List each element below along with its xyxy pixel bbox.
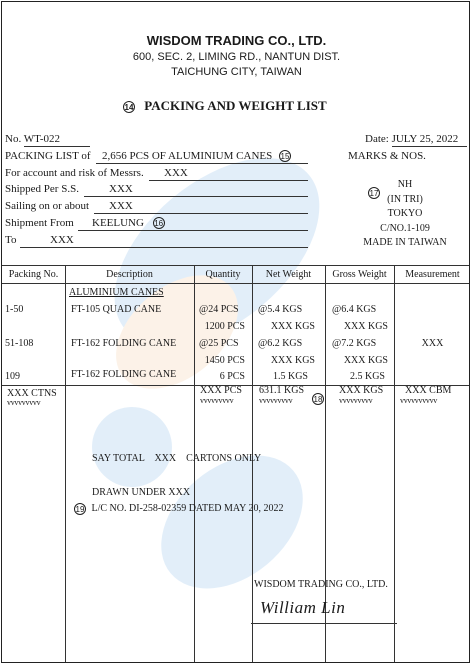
- packing-list-label: PACKING LIST of: [5, 150, 91, 162]
- marker-16: 16: [154, 219, 164, 229]
- lc-line: [74, 503, 284, 515]
- to-underline: [20, 247, 308, 248]
- account-value: XXX: [164, 167, 188, 179]
- marks-line: NH: [397, 179, 413, 190]
- table-row-gross: XXX KGS: [343, 355, 388, 366]
- marker-18-wrap: [312, 390, 324, 408]
- table-row-qty: 6 PCS: [219, 371, 245, 382]
- account-underline: [149, 180, 308, 181]
- total-net-check-marks: vvvvvvvvv: [259, 396, 293, 405]
- marker-18: 18: [313, 395, 323, 405]
- account-label: For account and risk of Messrs.: [5, 167, 144, 179]
- marker-15: 15: [280, 152, 290, 162]
- col-header-net-weight: Net Weight: [265, 269, 312, 280]
- table-row-pack: 51-108: [5, 338, 34, 349]
- measurement-value: XXX: [421, 338, 444, 349]
- document-title-text: PACKING AND WEIGHT LIST: [144, 98, 327, 113]
- sailing-label: Sailing on or about: [5, 200, 90, 212]
- shipping-marks: [348, 178, 462, 251]
- document-date: Date: JULY 25, 2022: [365, 133, 459, 145]
- handwritten-signature: William Lin: [260, 598, 346, 617]
- marks-line: MADE IN TAIWAN: [363, 237, 447, 248]
- table-top-rule: [2, 265, 470, 266]
- drawn-under: DRAWN UNDER XXX: [92, 487, 191, 498]
- marks-line: (IN TRI): [387, 193, 423, 205]
- table-row-pack: 109: [5, 371, 20, 382]
- table-row-desc: FT-105 QUAD CANE: [71, 304, 162, 315]
- shipped-label: Shipped Per S.S.: [5, 183, 79, 195]
- table-row-net: XXX KGS: [270, 321, 315, 332]
- marker-17: 17: [369, 189, 379, 199]
- company-name: WISDOM TRADING CO., LTD.: [146, 33, 327, 48]
- marks-line: C/NO.1-109: [380, 222, 430, 234]
- table-row-net: 1.5 KGS: [272, 371, 308, 382]
- document-number: No. WT-022: [5, 133, 60, 145]
- sailing-value: XXX: [109, 200, 133, 212]
- table-row-net: @6.2 KGS: [258, 338, 303, 349]
- to-label: To: [5, 234, 17, 246]
- total-qty-check-marks: vvvvvvvvv: [200, 396, 234, 405]
- col-header-packing-no: Packing No.: [8, 269, 59, 280]
- total-net-weight: 631.1 KGS: [259, 385, 305, 396]
- table-row-gross: @7.2 KGS: [332, 338, 377, 349]
- col-divider: [394, 265, 395, 663]
- marker-14: 14: [124, 103, 134, 113]
- shipped-underline: [84, 196, 308, 197]
- category-label: ALUMINIUM CANES: [69, 287, 164, 298]
- signature-company: WISDOM TRADING CO., LTD.: [254, 579, 388, 590]
- lc-text: L/C NO. DI-258-02359 DATED MAY 20, 2022: [91, 503, 284, 515]
- marker-19: 19: [75, 505, 85, 514]
- table-row-qty: 1450 PCS: [204, 355, 245, 366]
- table-row-desc: FT-162 FOLDING CANE: [71, 338, 177, 349]
- table-row-qty: @25 PCS: [199, 338, 239, 349]
- shipped-value: XXX: [109, 183, 133, 195]
- sailing-underline: [94, 213, 308, 214]
- packing-underline: [96, 163, 308, 164]
- shipment-from-label: Shipment From: [5, 217, 74, 229]
- to-value: XXX: [50, 234, 74, 246]
- shipment-from-value: [92, 217, 165, 229]
- marks-label: MARKS & NOS.: [348, 150, 426, 162]
- total-check-marks: vvvvvvvvv: [7, 398, 41, 407]
- total-measurement: XXX CBM: [405, 385, 452, 396]
- packing-list-document: [1, 1, 470, 663]
- packing-list-text: 2,656 PCS OF ALUMINIUM CANES: [102, 150, 273, 162]
- table-row-pack: 1-50: [5, 304, 24, 315]
- table-row-desc: FT-162 FOLDING CANE: [71, 369, 177, 380]
- number-underline: [24, 146, 90, 147]
- total-cartons: XXX CTNS: [7, 388, 57, 399]
- document-title: [123, 98, 327, 114]
- marks-line: TOKYO: [387, 208, 423, 219]
- table-row-gross: 2.5 KGS: [349, 371, 385, 382]
- total-gross-weight: XXX KGS: [339, 385, 384, 396]
- table-header-rule: [2, 283, 470, 284]
- table-row-gross: @6.4 KGS: [332, 304, 377, 315]
- total-gross-check-marks: vvvvvvvvv: [339, 396, 373, 405]
- signature-line: [251, 623, 397, 624]
- say-total: SAY TOTAL XXX CARTONS ONLY: [92, 453, 262, 464]
- shipment-from-text: KEELUNG: [92, 217, 144, 229]
- from-underline: [78, 230, 308, 231]
- col-header-description: Description: [106, 269, 153, 280]
- company-address-line2: TAICHUNG CITY, TAIWAN: [171, 66, 302, 78]
- table-row-net: XXX KGS: [270, 355, 315, 366]
- table-row-qty: @24 PCS: [199, 304, 239, 315]
- col-header-gross-weight: Gross Weight: [332, 269, 387, 280]
- col-divider: [65, 265, 66, 663]
- company-address-line1: 600, SEC. 2, LIMING RD., NANTUN DIST.: [132, 51, 341, 63]
- col-header-measurement: Measurement: [405, 269, 460, 280]
- total-meas-check-marks: vvvvvvvvvv: [400, 396, 438, 405]
- total-quantity: XXX PCS: [200, 385, 242, 396]
- table-row-gross: XXX KGS: [343, 321, 388, 332]
- table-row-net: @5.4 KGS: [258, 304, 303, 315]
- date-underline: [392, 146, 467, 147]
- table-row-qty: 1200 PCS: [204, 321, 245, 332]
- packing-list-value: [102, 150, 291, 162]
- col-header-quantity: Quantity: [205, 269, 241, 280]
